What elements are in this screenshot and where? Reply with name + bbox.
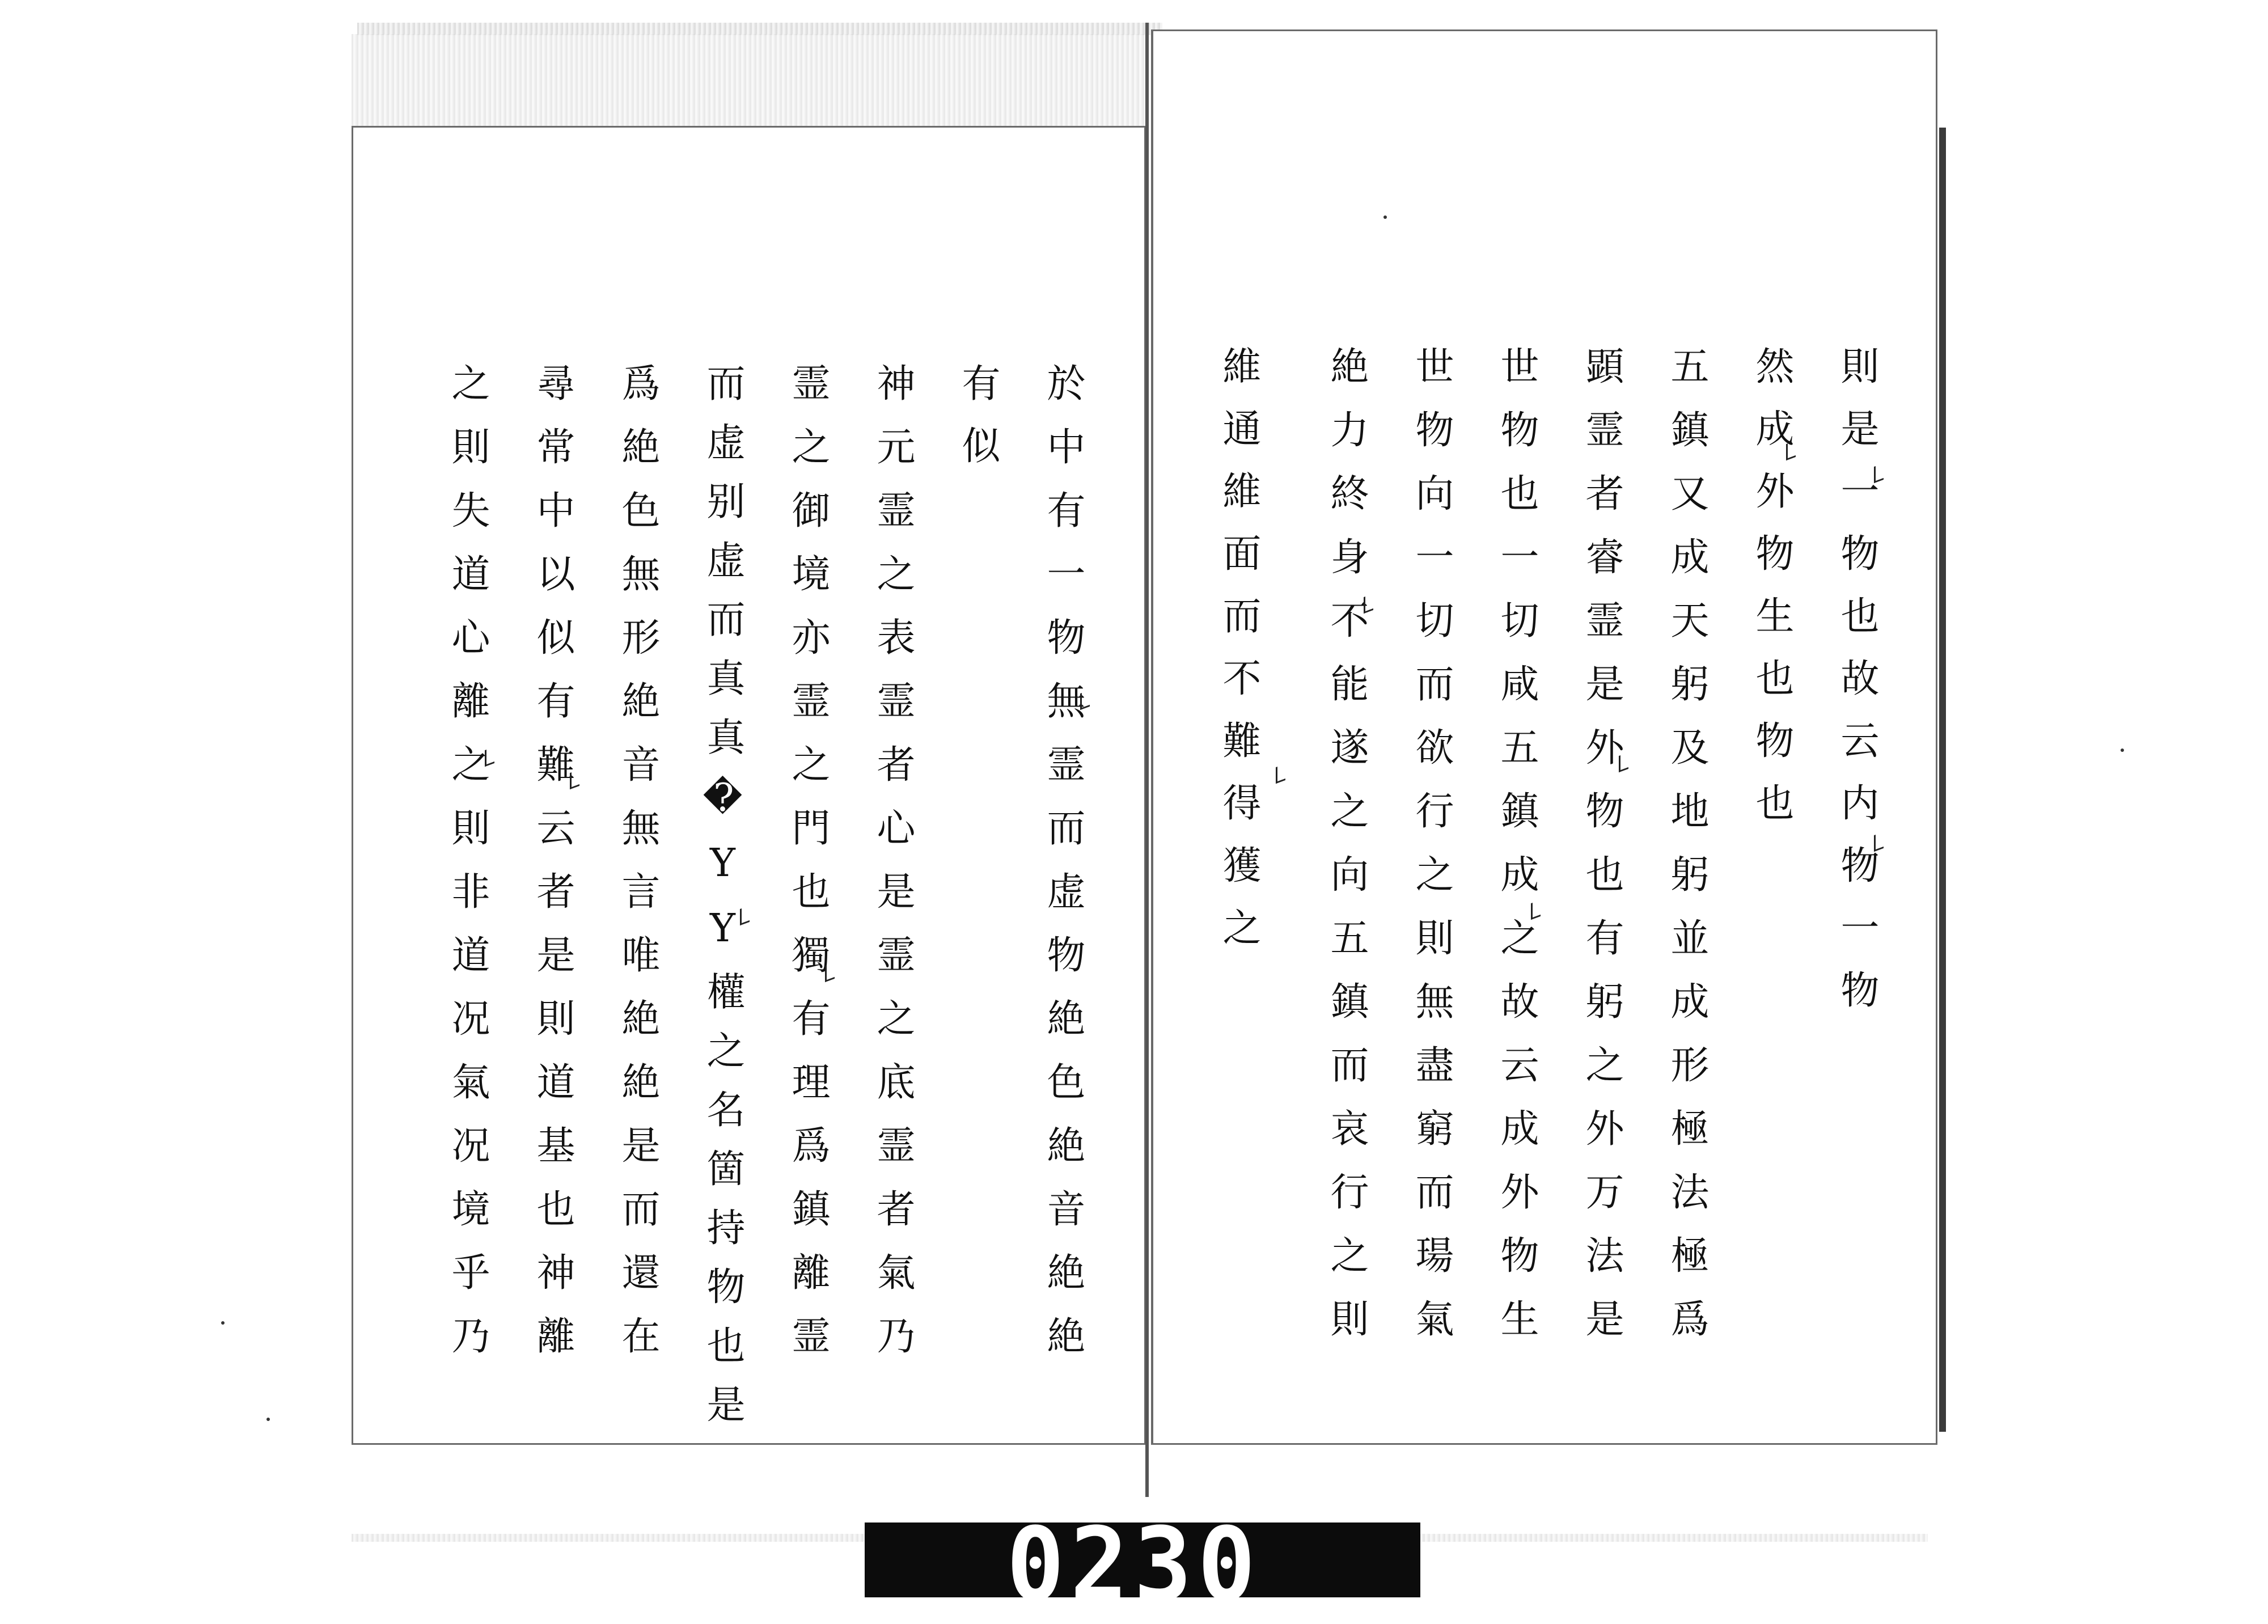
reading-mark [1364,594,1373,614]
text-column: 五鎮又成天躬及地躬並成形極法極爲 [1664,346,1709,1362]
reading-mark [1531,900,1541,920]
text-column: 維通維面而不難得獲之 [1216,346,1261,970]
top-left-gray-block [352,34,1145,130]
text-column: 顕霊者睿霊是外物也有躬之外万法是 [1579,346,1624,1362]
scan-speck [221,1321,225,1325]
book-spine [1145,23,1149,1497]
reading-mark [825,962,835,982]
text-column: 然成外物生也物也 [1749,346,1794,845]
reading-mark [485,747,494,767]
scan-speck [266,1418,270,1421]
reading-mark [1619,752,1628,772]
reading-mark [1786,441,1796,460]
scan-speck [1383,215,1387,219]
text-column: 之則失道心離之則非道况氣况境乎乃 [445,363,490,1379]
right-page [1151,29,1937,1445]
text-column: 絶力終身不能遂之向五鎮而哀行之則 [1324,346,1369,1362]
scan-speck [2121,748,2124,752]
archive-number: 0230 [1006,1506,1262,1624]
reading-mark [740,906,750,925]
text-column: 而虚别虚而真真�YY權之名箇持物也是 [700,363,745,1443]
reading-mark [1276,764,1285,784]
archive-number-plate [865,1506,1420,1624]
text-column: 尋常中以似有難云者是則道基也神離 [530,363,575,1379]
text-column: 霊之御境亦霊之門也獨有理爲鎮離霊 [785,363,830,1379]
text-column: 世物也一切咸五鎮成之故云成外物生 [1494,346,1539,1362]
text-column: 神元霊之表霊者心是霊之底霊者氣乃 [870,363,915,1379]
right-page-edge [1939,128,1946,1432]
text-column: 世物向一切而欲行之則無盡窮而瑒氣 [1409,346,1454,1362]
reading-mark [570,769,579,789]
reading-mark [1080,690,1090,710]
reading-mark [1874,832,1884,852]
top-scan-edge [357,23,1162,35]
reading-mark [1874,463,1884,483]
text-column: 於中有一物無霊而虚物絶色絶音絶絶 [1040,363,1085,1379]
text-column: 則是一物也故云内物一物 [1834,346,1879,1032]
text-column: 有似 [955,363,1000,488]
text-column: 爲絶色無形絶音無言唯絶絶是而還在 [615,363,660,1379]
